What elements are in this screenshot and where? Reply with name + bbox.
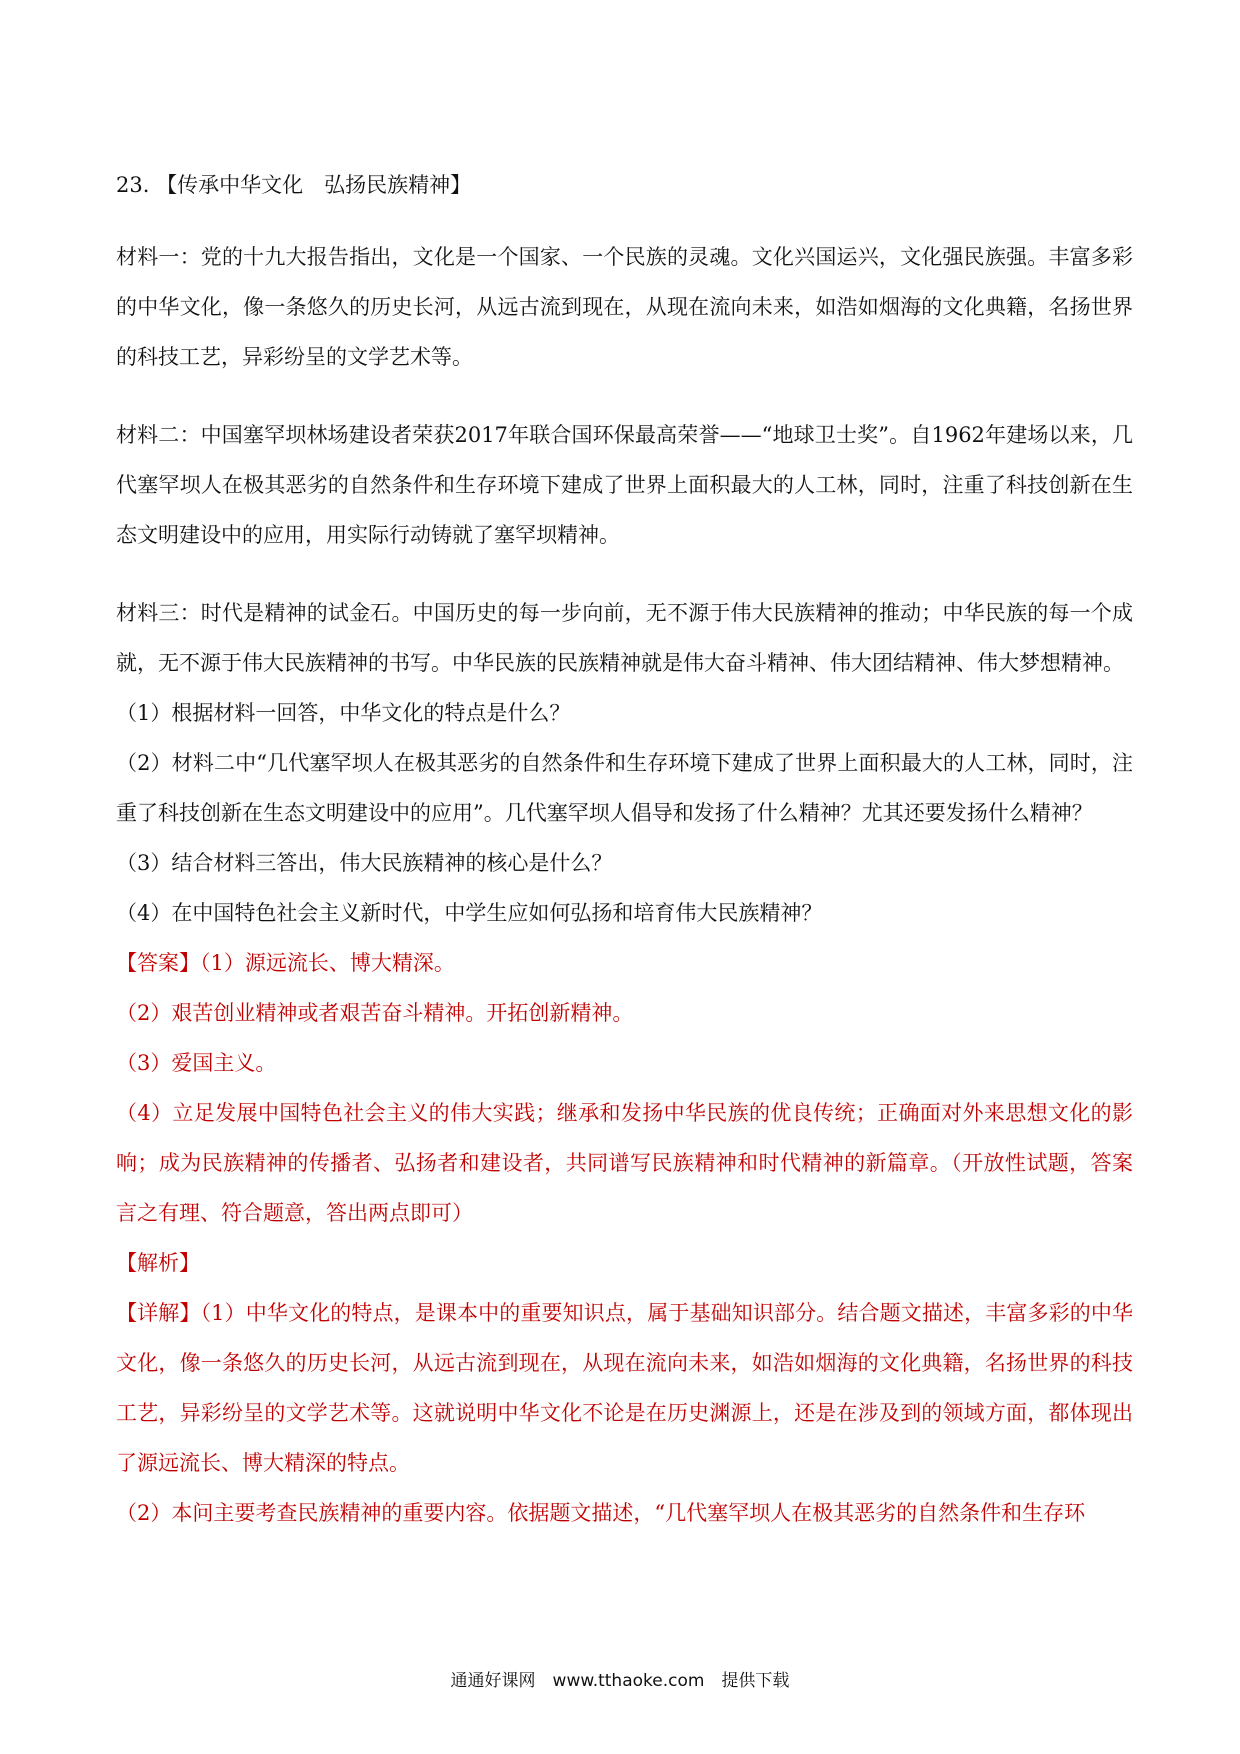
analysis-detail-1-text: （1）中华文化的特点，是课本中的重要知识点，属于基础知识部分。结合题文描述，丰富多彩的中华文化，像一条悠久的历史长河，从远古流到现在，从现在流向未来，如浩如烟海的文化典籍，名扬世界的科技工艺，异彩纷呈的文学艺术等。这就说明中华文化不论是在历史渊源上，还是在涉及到的领域方面，都体现出了源远流长、博大精深的特点。: [116, 1301, 1134, 1475]
answer-3: （3）爱国主义。: [116, 1051, 277, 1075]
sub-question-3: （3）结合材料三答出，伟大民族精神的核心是什么？: [116, 851, 613, 875]
answer-1-text: （1）源远流长、博大精深。: [200, 951, 455, 975]
analysis-label: 【解析】: [116, 1251, 200, 1275]
answer-label: 【答案】: [116, 951, 200, 975]
question-number: 23.: [116, 173, 150, 197]
material-one: 材料一：党的十九大报告指出，文化是一个国家、一个民族的灵魂。文化兴国运兴，文化强民族强。丰富多彩的中华文化，像一条悠久的历史长河，从远古流到现在，从现在流向未来，如浩如烟海的文化典籍，名扬世界的科技工艺，异彩纷呈的文学艺术等。: [116, 245, 1133, 369]
sub-question-1: （1）根据材料一回答，中华文化的特点是什么？: [116, 701, 571, 725]
material-three: 材料三：时代是精神的试金石。中国历史的每一步向前，无不源于伟大民族精神的推动；中华民族的每一个成就，无不源于伟大民族精神的书写。中华民族的民族精神就是伟大奋斗精神、伟大团结精神、伟大梦想精神。: [116, 601, 1133, 675]
answer-4: （4）立足发展中国特色社会主义的伟大实践；继承和发扬中华民族的优良传统；正确面对外来思想文化的影响；成为民族精神的传播者、弘扬者和建设者，共同谱写民族精神和时代精神的新篇章。（开放性试题，答案言之有理、符合题意，答出两点即可）: [116, 1101, 1133, 1225]
question-content: [116, 160, 1133, 1538]
analysis-detail-1: [116, 1288, 1133, 1488]
page-footer: 通通好课网 www.tthaoke.com 提供下载: [450, 1671, 790, 1691]
question-title: 【传承中华文化 弘扬民族精神】: [156, 173, 472, 197]
answer-2: （2）艰苦创业精神或者艰苦奋斗精神。开拓创新精神。: [116, 1001, 634, 1025]
analysis-detail-2: （2）本问主要考查民族精神的重要内容。依据题文描述，“几代塞罕坝人在极其恶劣的自然条件和生存环: [116, 1501, 1086, 1525]
question-heading: [116, 160, 1133, 210]
material-two: 材料二：中国塞罕坝林场建设者荣获2017年联合国环保最高荣誉——“地球卫士奖”。自1962年建场以来，几代塞罕坝人在极其恶劣的自然条件和生存环境下建成了世界上面积最大的人工林，同时，注重了科技创新在生态文明建设中的应用，用实际行动铸就了塞罕坝精神。: [116, 423, 1133, 547]
sub-question-2: （2）材料二中“几代塞罕坝人在极其恶劣的自然条件和生存环境下建成了世界上面积最大的人工林，同时，注重了科技创新在生态文明建设中的应用”。几代塞罕坝人倡导和发扬了什么精神？尤其还要发扬什么精神？: [116, 751, 1133, 825]
detail-label: 【详解】: [116, 1301, 201, 1325]
answer-1: [116, 938, 1133, 988]
sub-question-4: （4）在中国特色社会主义新时代，中学生应如何弘扬和培育伟大民族精神？: [116, 901, 823, 925]
